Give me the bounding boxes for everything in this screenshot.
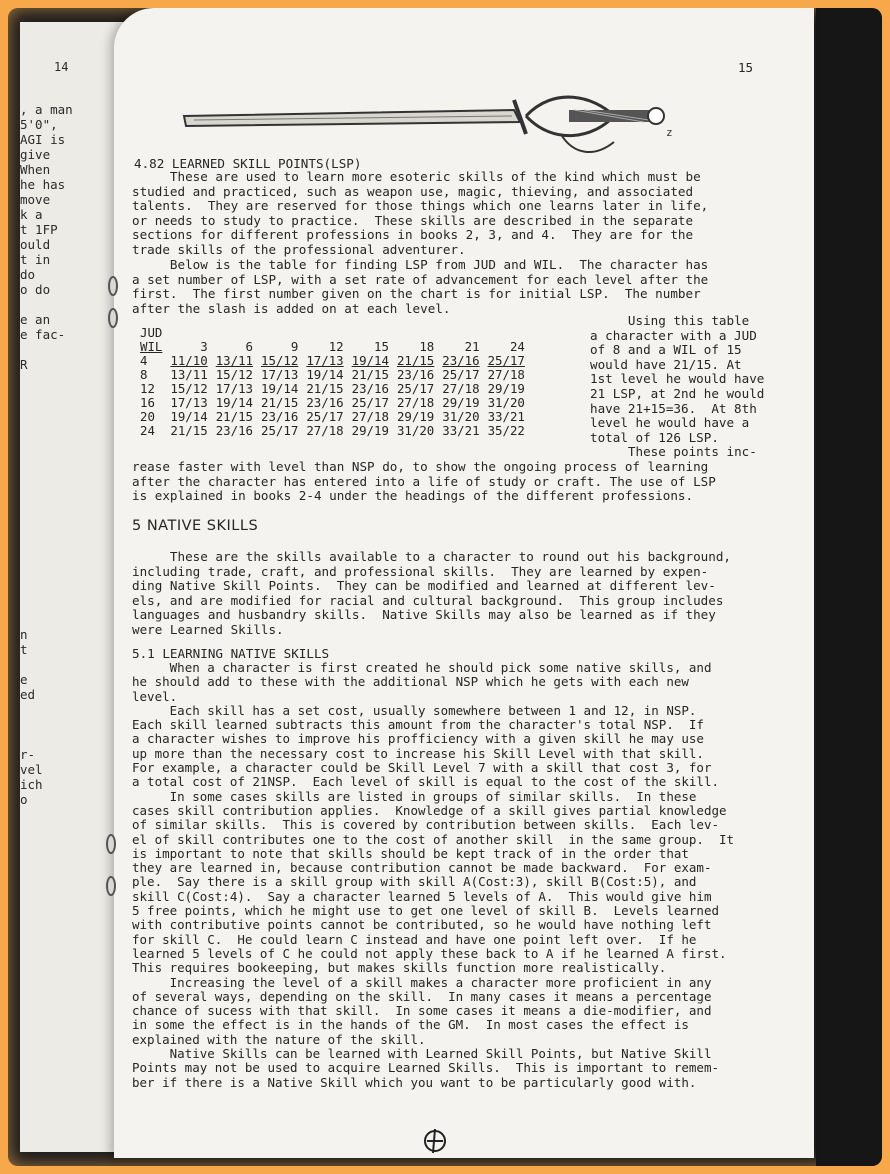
lsp-cell: 25/17: [396, 381, 435, 396]
binding-hole: [108, 308, 118, 328]
binding-hole: [106, 876, 116, 896]
left-page-fragment: ich: [20, 777, 43, 792]
jud-value: 9: [290, 339, 299, 354]
lsp-cell: 27/18: [442, 381, 480, 396]
lsp-cell: 21/15: [215, 409, 254, 424]
section-5-1-body: When a character is first created he should pick some native skills, and he should add to these with the additional NSP which he gets with each new level. Each skill has a set cost, usually somewhere between 1 and 12, in NSP. Each skill learned subtracts this amount from the character's total NSP. If a character wishes to improve his profficiency with a given skill he may use up more than the necessary cost to increase his Skill Level with that skill. For example, a character could be Skill Level 7 with a skill that cost 3, for a total cost of 21NSP. Each level of skill is equal to the cost of the skill. In some cases skills are listed in groups of similar skills. In these cases skill contribution applies. Knowledge of a skill gives partial knowledge of similar skills. This is covered by contribution between skills. Each lev- el of skill contributes one to the cost of another skill in the same group. It is important to note that skills should be kept track of in the order that they are learned in, because contribution cannot be made backward. For exam- ple. Say there is a skill group with skill A(Cost:3), skill B(Cost:5), and skill C(Cost:4). Say a character learned 5 levels of A. This would give him 5 free points, which he might use to get one level of skill B. Levels learned with contributive points cannot be contributed, so he would have nothing left for skill C. He could learn C instead and have one point left over. If he learned 5 levels of C he could not apply these back to A if he learned A first. This requires bookeeping, but makes skills function more realistically. Increasing the level of a skill makes a character more proficient in any of several ways, depending on the skill. In many cases it means a percentage chance of sucess with that skill. In some cases it means a die-modifier, and in some the effect is in the hands of the GM. In most cases the effect is explained with the nature of the skill. Native Skills can be learned with Learned Skill Points, but Native Skill Points may not be used to acquire Learned Skills. This is important to remem- ber if there is a Native Skill which you want to be particularly good with.: [132, 660, 735, 1090]
jud-value: 12: [328, 339, 344, 354]
left-page-fragment: t in: [20, 252, 51, 267]
lsp-cell: 21/15: [306, 381, 344, 396]
lsp-cell: 29/19: [442, 395, 480, 410]
lsp-cell: 31/20: [487, 395, 525, 410]
wil-value: 4: [140, 353, 148, 368]
left-page: [20, 22, 124, 1152]
lsp-cell: 21/15: [261, 395, 299, 410]
lsp-cell: 23/16: [261, 409, 299, 424]
jud-value: 24: [509, 339, 525, 354]
left-page-fragment: ed: [20, 687, 36, 702]
binding-hole: [106, 834, 116, 854]
lsp-cell: 25/17: [261, 423, 299, 438]
left-page-fragment: give: [20, 147, 51, 162]
left-page-fragment: 5'0",: [20, 117, 58, 132]
lsp-cell: 17/13: [170, 395, 208, 410]
sword-illustration-icon: [174, 76, 694, 166]
lsp-cell: 23/16: [215, 423, 254, 438]
section-4-82-paragraph-2: Below is the table for finding LSP from JUD and WIL. The character has a set number of LSP, with a set rate of advancement for each level after the first. The first number given on the chart is for initial LSP. The number after the slash is added on at each level.: [132, 257, 709, 316]
lsp-cell: 33/21: [487, 409, 525, 424]
lsp-cell: 17/13: [215, 381, 254, 396]
left-page-fragment: R: [20, 357, 28, 372]
jud-value: 21: [464, 339, 480, 354]
jud-label: JUD: [140, 325, 163, 340]
right-page: [114, 8, 814, 1158]
lsp-cell: 19/14: [215, 395, 254, 410]
lsp-table-row: [136, 410, 529, 424]
lsp-cell: 25/17: [306, 409, 344, 424]
section-4-82-paragraph-3: rease faster with level than NSP do, to show the ongoing process of learning after the character has entered into a life of study or craft. The use of LSP is explained in books 2-4 under the headings of the different professions.: [132, 459, 716, 504]
left-page-fragment: o do: [20, 282, 51, 297]
lsp-cell: 21/15: [351, 367, 389, 382]
lsp-cell: 33/21: [442, 423, 480, 438]
lsp-cell: 29/19: [396, 409, 435, 424]
svg-text:z: z: [666, 126, 673, 139]
lsp-cell: 23/16: [306, 395, 344, 410]
wil-value: 12: [140, 381, 155, 396]
section-5-paragraph: These are the skills available to a character to round out his background, including trade, craft, and professional skills. They are learned by expen- ding Native Skill Points. They can be modified and learned at different lev- els, and are modified for racial and cultural background. This group includes languages and husbandry skills. Native Skills may also be learned as if they were Learned Skills.: [132, 549, 731, 637]
lsp-cell: 23/16: [396, 367, 435, 382]
section-4-82-paragraph-1: These are used to learn more esoteric skills of the kind which must be studied and practiced, such as weapon use, magic, thieving, and associated talents. They are reserved for those things which one learns later in life, or needs to study to practice. These skills are described in the separate sections for different professions in books 2, 3, and 4. They are for the trade skills of the professional adventurer.: [132, 169, 709, 257]
wil-value: 20: [140, 409, 155, 424]
lsp-cell: 19/14: [261, 381, 299, 396]
left-page-fragment: e an: [20, 312, 51, 327]
lsp-cell: 23/16: [351, 381, 389, 396]
left-page-fragment: r-: [20, 747, 36, 762]
left-page-fragment: When: [20, 162, 51, 177]
lsp-cell: 15/12: [261, 353, 299, 368]
jud-value: 18: [419, 339, 435, 354]
left-page-fragment: n: [20, 627, 28, 642]
lsp-cell: 21/15: [396, 353, 435, 368]
right-page-number: 15: [738, 60, 754, 75]
section-5-heading: 5 NATIVE SKILLS: [132, 518, 259, 534]
dark-background: [816, 8, 882, 1166]
left-page-fragment: o: [20, 792, 28, 807]
lsp-cell: 25/17: [351, 395, 389, 410]
lsp-table-row: [136, 424, 529, 438]
lsp-cell: 27/18: [306, 423, 344, 438]
lsp-cell: 21/15: [170, 423, 208, 438]
left-page-fragment: he has: [20, 177, 66, 192]
left-page-fragment: e: [20, 672, 28, 687]
left-page-fragment: AGI is: [20, 132, 66, 147]
lsp-cell: 29/19: [487, 381, 525, 396]
lsp-cell: 27/18: [396, 395, 435, 410]
left-page-fragment: vel: [20, 762, 43, 777]
lsp-cell: 17/13: [306, 353, 344, 368]
lsp-cell: 31/20: [396, 423, 435, 438]
lsp-cell: 27/18: [487, 367, 525, 382]
wil-value: 8: [140, 367, 148, 382]
jud-value: 15: [374, 339, 389, 354]
lsp-cell: 25/17: [487, 353, 525, 368]
photo-frame: [8, 8, 882, 1166]
lsp-cell: 11/10: [170, 353, 208, 368]
left-page-fragment: e fac-: [20, 327, 66, 342]
lsp-table: [136, 326, 529, 438]
lsp-cell: 17/13: [261, 367, 299, 382]
lsp-cell: 25/17: [442, 367, 480, 382]
section-4-82-heading: 4.82 LEARNED SKILL POINTS(LSP): [134, 156, 362, 171]
wil-value: 16: [140, 395, 155, 410]
lsp-table-row: [136, 368, 529, 382]
left-page-fragment: do: [20, 267, 36, 282]
jud-value: 6: [245, 339, 254, 354]
wil-value: 24: [140, 423, 155, 438]
lsp-cell: 13/11: [170, 367, 208, 382]
publisher-logo-icon: [422, 1126, 448, 1154]
section-5-1-heading: 5.1 LEARNING NATIVE SKILLS: [132, 646, 330, 661]
left-page-fragment: move: [20, 192, 51, 207]
binding-hole: [108, 276, 118, 296]
lsp-table-example-note: Using this table a character with a JUD of 8 and a WIL of 15 would have 21/15. At 1st level he would have 21 LSP, at 2nd he would have 21+15=36. At 8th level he would have a total of 126 LSP. These points inc-: [590, 313, 765, 460]
lsp-cell: 23/16: [442, 353, 480, 368]
left-page-fragment: t: [20, 642, 28, 657]
left-page-fragment: ould: [20, 237, 51, 252]
lsp-cell: 19/14: [306, 367, 344, 382]
lsp-table-row: [136, 354, 529, 368]
left-page-fragment: t 1FP: [20, 222, 58, 237]
left-page-fragment: k a: [20, 207, 43, 222]
lsp-cell: 13/11: [215, 353, 254, 368]
left-page-number: 14: [54, 60, 69, 74]
lsp-table-row: [136, 396, 529, 410]
jud-value: 3: [200, 339, 208, 354]
left-page-fragment: , a man: [20, 102, 73, 117]
lsp-cell: 19/14: [170, 409, 208, 424]
lsp-table-row: [136, 382, 529, 396]
lsp-cell: 29/19: [351, 423, 389, 438]
lsp-cell: 35/22: [487, 423, 525, 438]
wil-label: WIL: [140, 339, 163, 354]
lsp-cell: 27/18: [351, 409, 389, 424]
lsp-cell: 15/12: [170, 381, 208, 396]
lsp-cell: 31/20: [442, 409, 480, 424]
lsp-cell: 15/12: [215, 367, 254, 382]
lsp-cell: 19/14: [351, 353, 389, 368]
